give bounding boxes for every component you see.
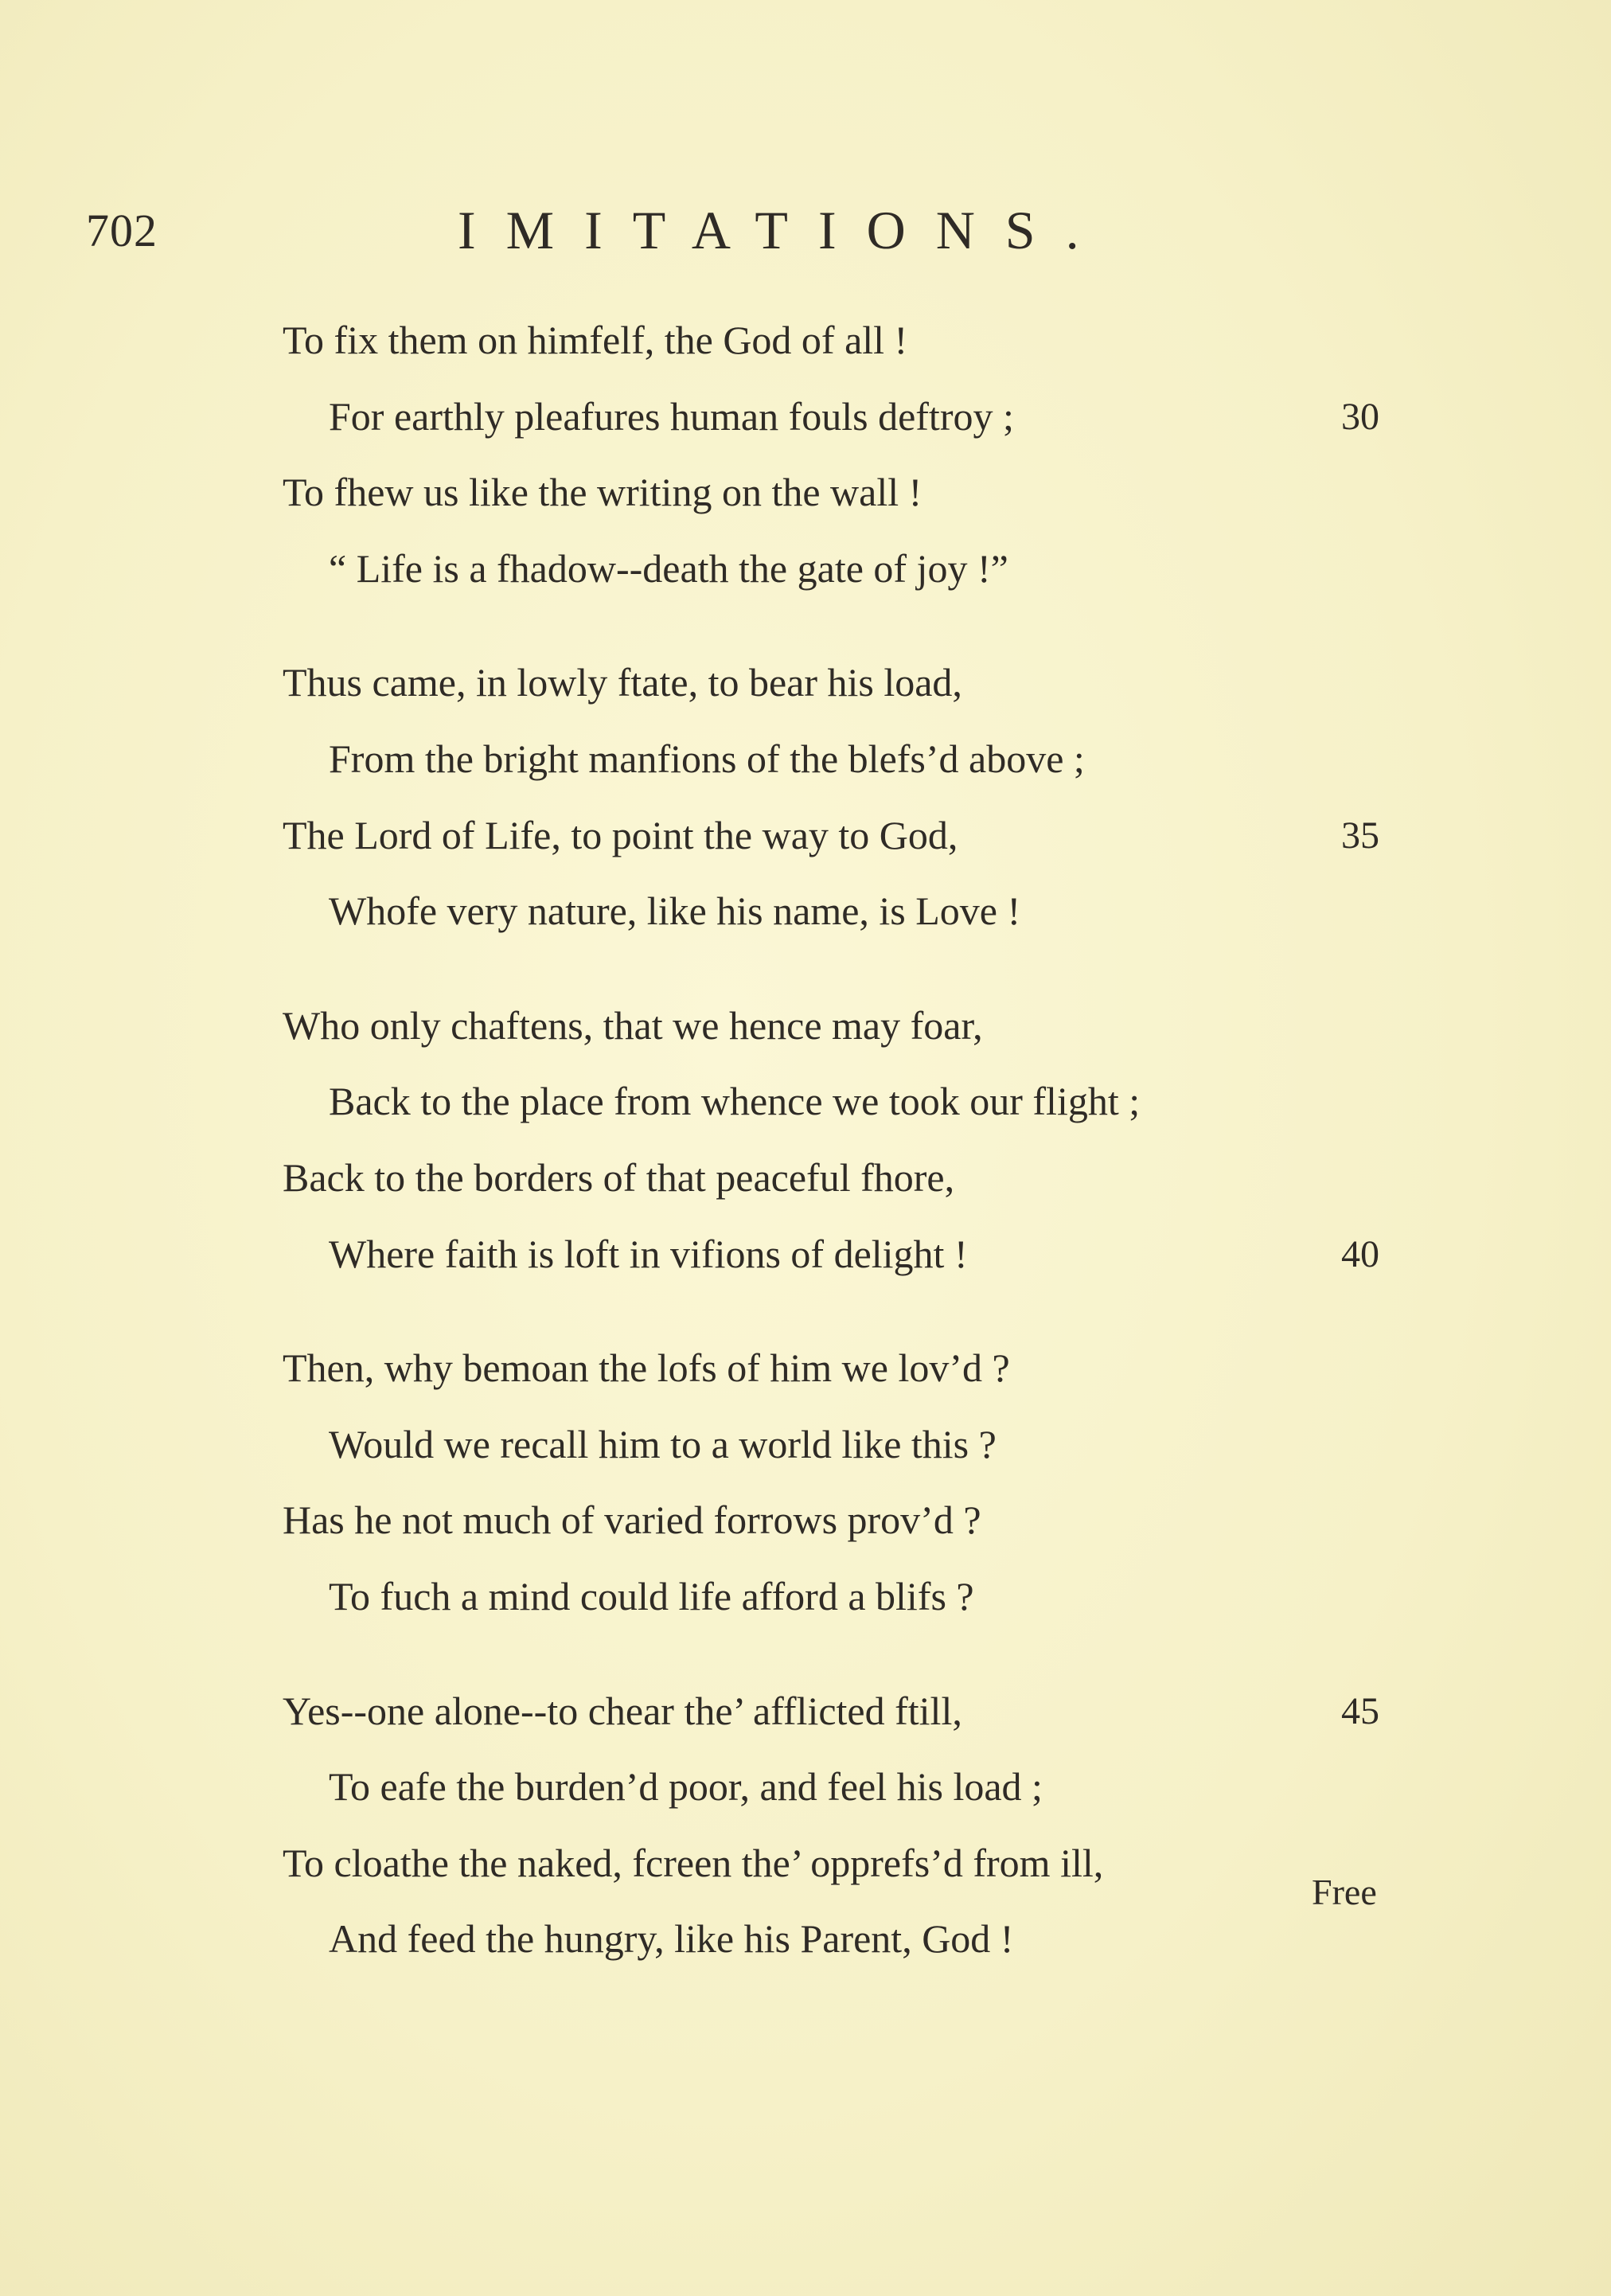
poem-line-text: Yes--one alone--to chear the’ afflicted ftill,	[283, 1688, 962, 1733]
poem-line-text: Back to the place from whence we took our flight ;	[329, 1079, 1141, 1124]
poem-line	[283, 1673, 1397, 1750]
stanza	[283, 303, 1397, 607]
poem-line	[283, 303, 1397, 379]
poem-line	[283, 798, 1397, 874]
poem-line	[283, 988, 1397, 1064]
line-number: 40	[1341, 1232, 1379, 1275]
poem-line	[283, 1407, 1397, 1483]
poem-line	[283, 1216, 1397, 1293]
line-number: 35	[1341, 814, 1379, 857]
poem-line-text: Has he not much of varied forrows prov’d ?	[283, 1497, 981, 1543]
poem-line-text: Would we recall him to a world like this ?	[329, 1421, 997, 1466]
poem-line	[283, 455, 1397, 531]
poem-line	[283, 1140, 1397, 1216]
poem-line-text: To eafe the burden’d poor, and feel his load ;	[329, 1764, 1043, 1810]
poem-body	[283, 303, 1397, 2016]
poem-line	[283, 645, 1397, 721]
poem-line-text: Where faith is loft in vifions of delight !	[329, 1231, 968, 1276]
poem-line-text: To fhew us like the writing on the wall !	[283, 470, 923, 515]
poem-line-text: And feed the hungry, like his Parent, God !	[329, 1916, 1014, 1962]
poem-line-text: To fuch a mind could life afford a blifs ?	[329, 1573, 974, 1619]
poem-line-text: To cloathe the naked, fcreen the’ opprefs’d from ill,	[283, 1840, 1104, 1885]
poem-line	[283, 721, 1397, 798]
poem-line	[283, 873, 1397, 950]
poem-line	[283, 531, 1397, 607]
page-header	[0, 199, 1611, 263]
stanza	[283, 1330, 1397, 1634]
poem-line	[283, 1901, 1397, 1978]
poem-line-text: Then, why bemoan the lofs of him we lov’d ?	[283, 1345, 1010, 1391]
poem-line-text: For earthly pleafures human fouls deftroy ;	[329, 393, 1014, 439]
poem-line	[283, 1825, 1397, 1902]
poem-line-text: Back to the borders of that peaceful fhore,	[283, 1154, 955, 1200]
poem-line	[283, 1482, 1397, 1559]
poem-line-text: From the bright manfions of the blefs’d above ;	[329, 736, 1085, 781]
poem-line-text: The Lord of Life, to point the way to God,	[283, 812, 958, 857]
page-number: 702	[86, 205, 158, 256]
poem-line	[283, 1330, 1397, 1407]
line-number: 45	[1341, 1689, 1379, 1732]
catchword: Free	[1312, 1872, 1377, 1912]
stanza	[283, 645, 1397, 949]
poem-line-text: “ Life is a fhadow--death the gate of joy !”	[329, 545, 1008, 591]
poem-line-text: To fix them on himfelf, the God of all !	[283, 318, 908, 362]
stanza	[283, 988, 1397, 1292]
poem-line	[283, 379, 1397, 455]
line-number: 30	[1341, 395, 1379, 438]
stanza	[283, 1673, 1397, 1978]
poem-line	[283, 1559, 1397, 1635]
poem-line-text: Thus came, in lowly ftate, to bear his load,	[283, 660, 962, 705]
poem-line-text: Whofe very nature, like his name, is Love !	[329, 888, 1021, 934]
poem-line	[283, 1749, 1397, 1825]
poem-line-text: Who only chaftens, that we hence may foar,	[283, 1002, 983, 1048]
poem-line	[283, 1064, 1397, 1140]
running-title: IMITATIONS.	[458, 200, 1110, 260]
